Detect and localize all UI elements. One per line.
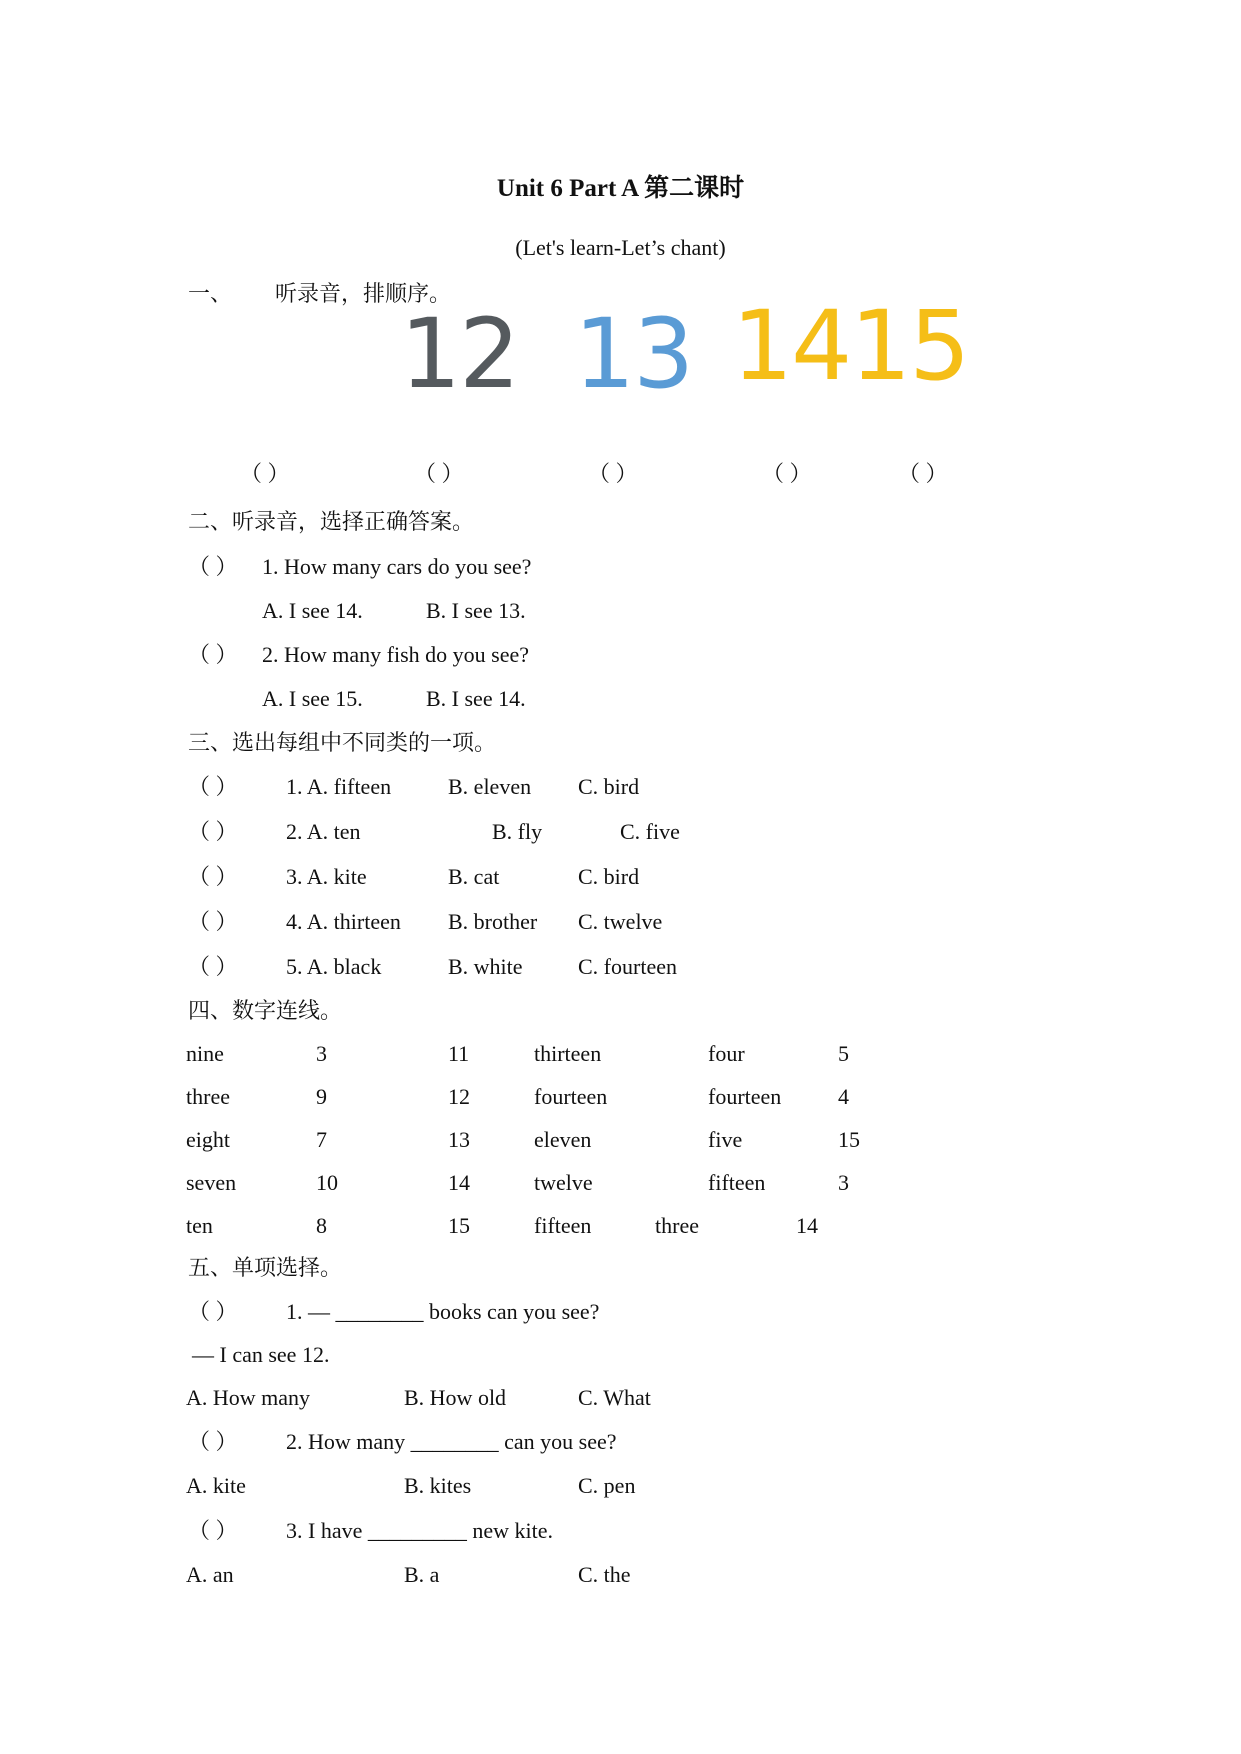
match-number[interactable]: 3 — [316, 1041, 327, 1066]
answer-blank[interactable]: （ ） — [188, 774, 238, 799]
option-c: C. bird — [578, 774, 640, 799]
match-word[interactable]: five — [708, 1127, 743, 1152]
option-a: A. I see 15. — [262, 686, 363, 711]
option-a: 4. A. thirteen — [286, 909, 401, 934]
answer-blank[interactable]: （ ） — [414, 461, 464, 486]
option-b: B. kites — [404, 1473, 472, 1498]
question-text: 1. How many cars do you see? — [262, 554, 532, 579]
match-number[interactable]: 5 — [838, 1041, 849, 1066]
option-a: 5. A. black — [286, 954, 382, 979]
match-word[interactable]: fourteen — [534, 1084, 608, 1109]
match-word[interactable]: thirteen — [534, 1041, 602, 1066]
match-number[interactable]: 3 — [838, 1170, 849, 1195]
match-word[interactable]: ten — [186, 1213, 213, 1238]
match-number[interactable]: 8 — [316, 1213, 327, 1238]
match-word[interactable]: fourteen — [708, 1084, 782, 1109]
option-c: C. bird — [578, 864, 640, 889]
match-word[interactable]: eight — [186, 1127, 230, 1152]
match-number[interactable]: 7 — [316, 1127, 327, 1152]
answer-blank[interactable]: （ ） — [188, 954, 238, 979]
section1-number: 一、 — [188, 281, 233, 306]
option-b: B. I see 13. — [426, 598, 526, 623]
answer-blank[interactable]: （ ） — [588, 461, 638, 486]
answer-blank[interactable]: （ ） — [188, 1518, 238, 1543]
question-text: 1. — ________ books can you see? — [286, 1299, 600, 1324]
number-13-image: 13 — [574, 298, 693, 410]
option-b: B. eleven — [448, 774, 532, 799]
page-subtitle: (Let's learn-Let’s chant) — [515, 235, 726, 260]
option-a: A. an — [186, 1562, 234, 1587]
option-c: C. pen — [578, 1473, 636, 1498]
option-b: B. cat — [448, 864, 500, 889]
match-number[interactable]: 13 — [448, 1127, 470, 1152]
match-number[interactable]: 15 — [448, 1213, 470, 1238]
number-1415-image: 1415 — [732, 290, 969, 402]
match-number[interactable]: 4 — [838, 1084, 849, 1109]
option-c: C. twelve — [578, 909, 663, 934]
match-word[interactable]: eleven — [534, 1127, 592, 1152]
section5-heading: 五、单项选择。 — [188, 1255, 343, 1280]
page-title: Unit 6 Part A 第二课时 — [496, 175, 745, 202]
option-b: B. white — [448, 954, 523, 979]
match-number[interactable]: 14 — [448, 1170, 470, 1195]
answer-blank[interactable]: （ ） — [188, 909, 238, 934]
question-text: 2. How many ________ can you see? — [286, 1429, 617, 1454]
option-a: 3. A. kite — [286, 864, 367, 889]
answer-blank[interactable]: （ ） — [188, 1299, 238, 1324]
answer-blank[interactable]: （ ） — [188, 642, 238, 667]
option-a: A. kite — [186, 1473, 246, 1498]
match-word[interactable]: three — [655, 1213, 699, 1238]
answer-blank[interactable]: （ ） — [188, 864, 238, 889]
option-a: A. How many — [186, 1385, 311, 1410]
match-number[interactable]: 11 — [448, 1041, 470, 1066]
question-text: 2. How many fish do you see? — [262, 642, 530, 667]
answer-blank[interactable]: （ ） — [188, 1429, 238, 1454]
option-a: 2. A. ten — [286, 819, 361, 844]
match-number[interactable]: 9 — [316, 1084, 327, 1109]
number-12-image: 12 — [400, 298, 519, 410]
match-word[interactable]: three — [186, 1084, 230, 1109]
option-b: B. fly — [492, 819, 543, 844]
option-a: 1. A. fifteen — [286, 774, 392, 799]
option-b: B. I see 14. — [426, 686, 526, 711]
match-word[interactable]: fifteen — [534, 1213, 592, 1238]
section1-heading: 听录音，排顺序。 — [275, 281, 452, 306]
match-word[interactable]: four — [708, 1041, 745, 1066]
section2-heading: 二、听录音，选择正确答案。 — [188, 509, 475, 534]
option-c: C. What — [578, 1385, 651, 1410]
answer-blank[interactable]: （ ） — [188, 819, 238, 844]
match-word[interactable]: twelve — [534, 1170, 593, 1195]
question-text: 3. I have _________ new kite. — [286, 1518, 553, 1543]
option-a: A. I see 14. — [262, 598, 363, 623]
answer-blank[interactable]: （ ） — [240, 461, 290, 486]
match-number[interactable]: 12 — [448, 1084, 470, 1109]
option-c: C. fourteen — [578, 954, 677, 979]
match-number[interactable]: 15 — [838, 1127, 860, 1152]
match-word[interactable]: seven — [186, 1170, 237, 1195]
match-number[interactable]: 10 — [316, 1170, 338, 1195]
answer-text: — I can see 12. — [192, 1342, 330, 1367]
section3-heading: 三、选出每组中不同类的一项。 — [188, 730, 497, 755]
answer-blank[interactable]: （ ） — [898, 461, 948, 486]
match-word[interactable]: nine — [186, 1041, 224, 1066]
option-b: B. a — [404, 1562, 440, 1587]
match-number[interactable]: 14 — [796, 1213, 818, 1238]
answer-blank[interactable]: （ ） — [762, 461, 812, 486]
option-b: B. brother — [448, 909, 538, 934]
option-b: B. How old — [404, 1385, 507, 1410]
section4-heading: 四、数字连线。 — [188, 998, 343, 1023]
answer-blank[interactable]: （ ） — [188, 554, 238, 579]
option-c: C. the — [578, 1562, 631, 1587]
match-word[interactable]: fifteen — [708, 1170, 766, 1195]
option-c: C. five — [620, 819, 680, 844]
